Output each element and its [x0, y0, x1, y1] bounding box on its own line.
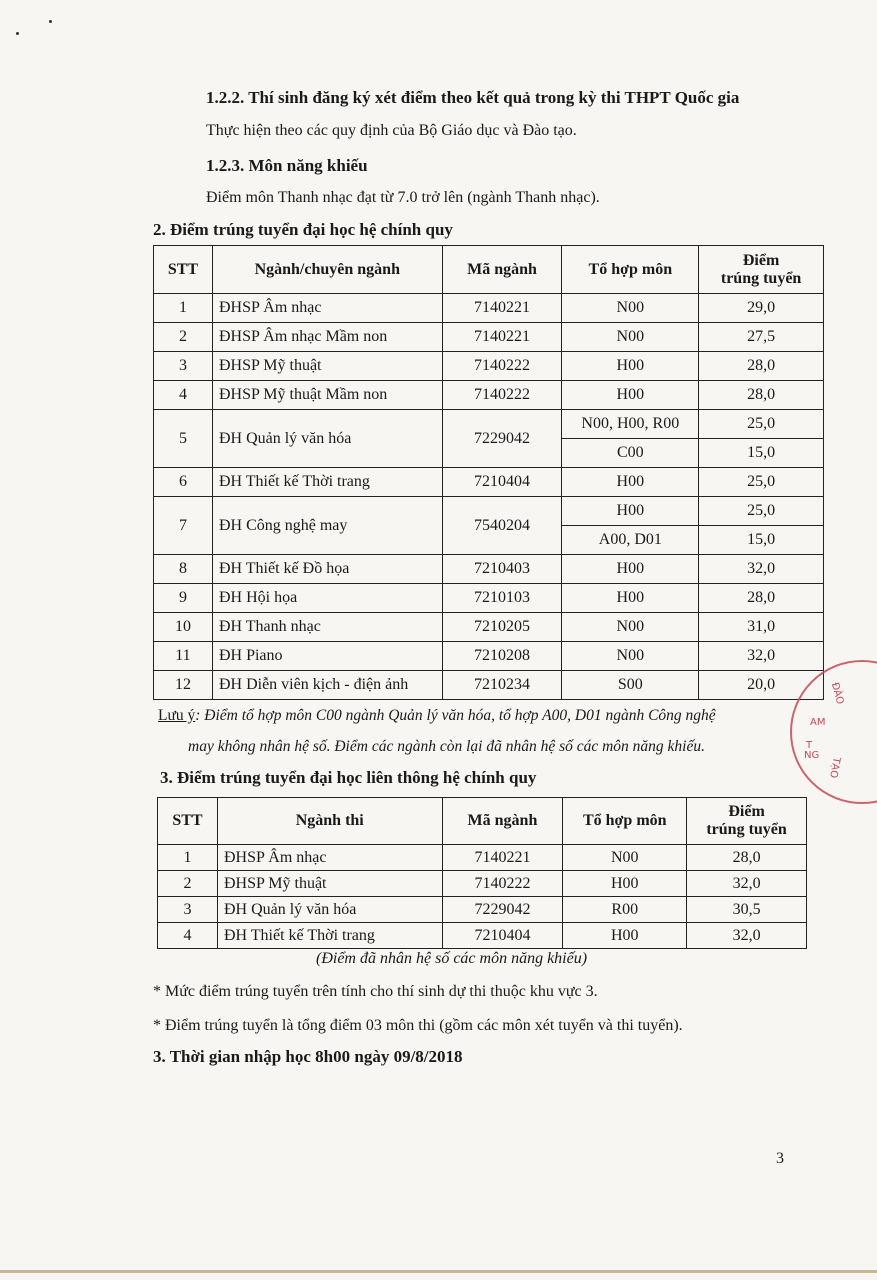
table-row: 4 ĐH Thiết kế Thời trang 7210404 H00 32,0	[158, 923, 807, 949]
admission-scores-table	[153, 245, 824, 700]
col-code: Mã ngành	[442, 798, 563, 845]
note-label: Lưu ý	[158, 707, 196, 724]
table-row: 2 ĐHSP Âm nhạc Mầm non 7140221 N00 27,5	[154, 323, 824, 352]
seal-text: TẠO	[827, 756, 842, 779]
table-row: 4 ĐHSP Mỹ thuật Mầm non 7140222 H00 28,0	[154, 381, 824, 410]
seal-text: ĐÀO	[828, 681, 846, 706]
table-row: 6 ĐH Thiết kế Thời trang 7210404 H00 25,0	[154, 468, 824, 497]
col-score: Điểm trúng tuyển	[687, 798, 807, 845]
table-row: 3 ĐH Quản lý văn hóa 7229042 R00 30,5	[158, 897, 807, 923]
table-row: 5 ĐH Quản lý văn hóa 7229042 N00, H00, R00 25,0	[154, 410, 824, 439]
col-combo: Tổ hợp môn	[562, 246, 699, 294]
note-line-2: may không nhân hệ số. Điểm các ngành còn lại đã nhân hệ số các môn năng khiếu.	[188, 738, 705, 755]
bullet-note-2: * Điểm trúng tuyển là tổng điểm 03 môn thi (gồm các môn xét tuyển và thi tuyển).	[153, 1017, 683, 1034]
scan-dot	[16, 32, 19, 35]
table-row: 1 ĐHSP Âm nhạc 7140221 N00 29,0	[154, 294, 824, 323]
col-combo: Tổ hợp môn	[563, 798, 687, 845]
table-row: 9 ĐH Hội họa 7210103 H00 28,0	[154, 584, 824, 613]
table-row: 12 ĐH Diễn viên kịch - điện ảnh 7210234 S00 20,0	[154, 671, 824, 700]
section-1-2-2-body: Thực hiện theo các quy định của Bộ Giáo dục và Đào tạo.	[206, 122, 577, 139]
seal-text: T	[806, 740, 813, 751]
col-score: Điểm trúng tuyển	[699, 246, 824, 294]
seal-text: AM	[810, 717, 826, 728]
table-row: A00, D01 15,0	[154, 526, 824, 555]
note-text-1: : Điểm tổ hợp môn C00 ngành Quản lý văn hóa, tổ hợp A00, D01 ngành Công nghệ	[195, 707, 716, 724]
scan-dot	[49, 20, 52, 23]
section-1-2-3-title: 1.2.3. Môn năng khiếu	[206, 156, 368, 175]
table-row: 7 ĐH Công nghệ may 7540204 H00 25,0	[154, 497, 824, 526]
page-edge	[0, 1270, 877, 1273]
page-number: 3	[776, 1150, 784, 1167]
col-stt: STT	[154, 246, 213, 294]
section-1-2-2-title: 1.2.2. Thí sinh đăng ký xét điểm theo kết quả trong kỳ thi THPT Quốc gia	[206, 88, 740, 107]
table-row: C00 15,0	[154, 439, 824, 468]
table-row: 2 ĐHSP Mỹ thuật 7140222 H00 32,0	[158, 871, 807, 897]
col-stt: STT	[158, 798, 218, 845]
col-name: Ngành thi	[217, 798, 442, 845]
table-row: 10 ĐH Thanh nhạc 7210205 N00 31,0	[154, 613, 824, 642]
bullet-note-1: * Mức điểm trúng tuyển trên tính cho thí sinh dự thi thuộc khu vực 3.	[153, 983, 598, 1000]
enrollment-time-title: 3. Thời gian nhập học 8h00 ngày 09/8/2018	[153, 1047, 463, 1066]
section-1-2-3-body: Điểm môn Thanh nhạc đạt từ 7.0 trở lên (ngành Thanh nhạc).	[206, 189, 600, 206]
seal-text: NG	[804, 750, 820, 761]
col-name: Ngành/chuyên ngành	[212, 246, 442, 294]
section-2-title: 2. Điểm trúng tuyển đại học hệ chính quy	[153, 220, 453, 239]
note-line-1	[158, 707, 716, 725]
col-code: Mã ngành	[442, 246, 562, 294]
table-row: 8 ĐH Thiết kế Đồ họa 7210403 H00 32,0	[154, 555, 824, 584]
table-row: 1 ĐHSP Âm nhạc 7140221 N00 28,0	[158, 845, 807, 871]
transfer-scores-table	[157, 797, 807, 949]
table-row: 3 ĐHSP Mỹ thuật 7140222 H00 28,0	[154, 352, 824, 381]
section-3-title: 3. Điểm trúng tuyển đại học liên thông hệ chính quy	[160, 768, 537, 787]
table-2-caption: (Điểm đã nhân hệ số các môn năng khiếu)	[316, 950, 588, 967]
table-row: 11 ĐH Piano 7210208 N00 32,0	[154, 642, 824, 671]
